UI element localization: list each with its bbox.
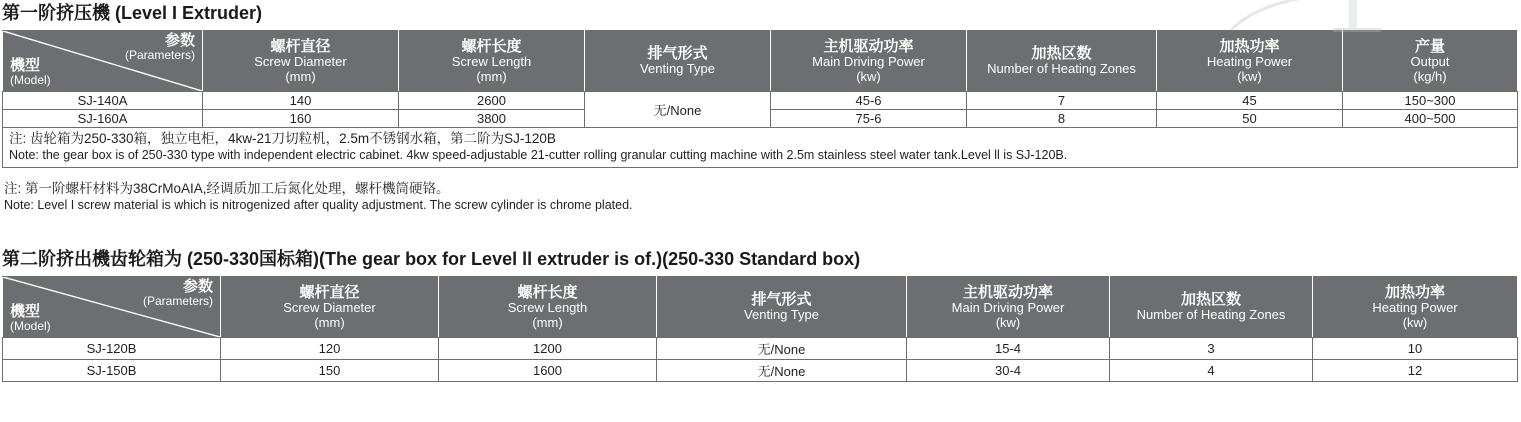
cell-heating: 45 [1157,92,1343,110]
cell-diameter: 160 [203,110,399,128]
cell-power: 15-4 [907,338,1110,360]
cell-zones: 4 [1110,360,1313,382]
cell-length: 1200 [439,338,657,360]
header-venting-type: 排气形式 Venting Type [585,31,771,92]
header-screw-diameter: 螺杆直径 Screw Diameter (mm) [203,31,399,92]
level-2-extruder-table [2,276,1518,382]
cell-heating: 50 [1157,110,1343,128]
table-header-row [3,277,1518,338]
header-model-parameters [3,31,203,92]
header-model-label: 機型 (Model) [10,57,51,87]
table-row [3,338,1518,360]
cell-model: SJ-160A [3,110,203,128]
table-header-row [3,31,1518,92]
header-output: 产量 Output (kg/h) [1343,31,1518,92]
header-heating-power: 加热功率 Heating Power (kw) [1157,31,1343,92]
header-model-parameters [3,277,221,338]
screw-material-note: 注: 第一阶螺杆材料为38CrMoAIA,经调质加工后氮化处理，螺杆機筒硬铬。 Note: Level I screw material is which is nitrogenized after quality adjustment. The screw cylinder is chrome plated. [4,181,633,212]
header-main-driving-power: 主机驱动功率 Main Driving Power (kw) [771,31,967,92]
header-heating-zones: 加热区数 Number of Heating Zones [967,31,1157,92]
cell-zones: 7 [967,92,1157,110]
cell-length: 2600 [399,92,585,110]
cell-power: 75-6 [771,110,967,128]
header-venting-type: 排气形式 Venting Type [657,277,907,338]
cell-diameter: 120 [221,338,439,360]
cell-zones: 3 [1110,338,1313,360]
cell-venting: 无/None [657,338,907,360]
cell-diameter: 140 [203,92,399,110]
header-heating-zones: 加热区数 Number of Heating Zones [1110,277,1313,338]
cell-diameter: 150 [221,360,439,382]
cell-venting: 无/None [585,92,771,128]
header-main-driving-power: 主机驱动功率 Main Driving Power (kw) [907,277,1110,338]
cell-power: 45-6 [771,92,967,110]
table-note-row [3,128,1518,168]
header-model-label: 機型 (Model) [10,303,51,333]
section-1-title: 第一阶挤压機 (Level I Extruder) [2,3,263,23]
table-row [3,92,1518,110]
cell-zones: 8 [967,110,1157,128]
cell-output: 150~300 [1343,92,1518,110]
level-1-extruder-table [2,30,1518,168]
cell-heating: 12 [1313,360,1518,382]
cell-model: SJ-120B [3,338,221,360]
cell-length: 1600 [439,360,657,382]
table-row [3,360,1518,382]
cell-output: 400~500 [1343,110,1518,128]
cell-power: 30-4 [907,360,1110,382]
header-parameters-label: 参数 (Parameters) [124,32,195,62]
table-note: 注: 齿轮箱为250-330箱，独立电柜，4kw-21刀切粒机，2.5m不锈钢水箱，第二阶为SJ-120B Note: the gear box is of 250-330 type with independent electric cabinet. 4kw speed-adjustable 21-cutter rolling granular cutting machine with 2.5m stainless steel water tank.Level ll is SJ-120B. [3,128,1518,168]
header-screw-length: 螺杆长度 Screw Length (mm) [439,277,657,338]
header-heating-power: 加热功率 Heating Power (kw) [1313,277,1518,338]
header-screw-length: 螺杆长度 Screw Length (mm) [399,31,585,92]
cell-length: 3800 [399,110,585,128]
cell-model: SJ-140A [3,92,203,110]
header-parameters-label: 参数 (Parameters) [142,278,213,308]
header-screw-diameter: 螺杆直径 Screw Diameter (mm) [221,277,439,338]
section-2-title: 第二阶挤出機齿轮箱为 (250-330国标箱)(The gear box for Level ll extruder is of.)(250-330 Standard box) [2,249,861,269]
cell-model: SJ-150B [3,360,221,382]
cell-venting: 无/None [657,360,907,382]
cell-heating: 10 [1313,338,1518,360]
